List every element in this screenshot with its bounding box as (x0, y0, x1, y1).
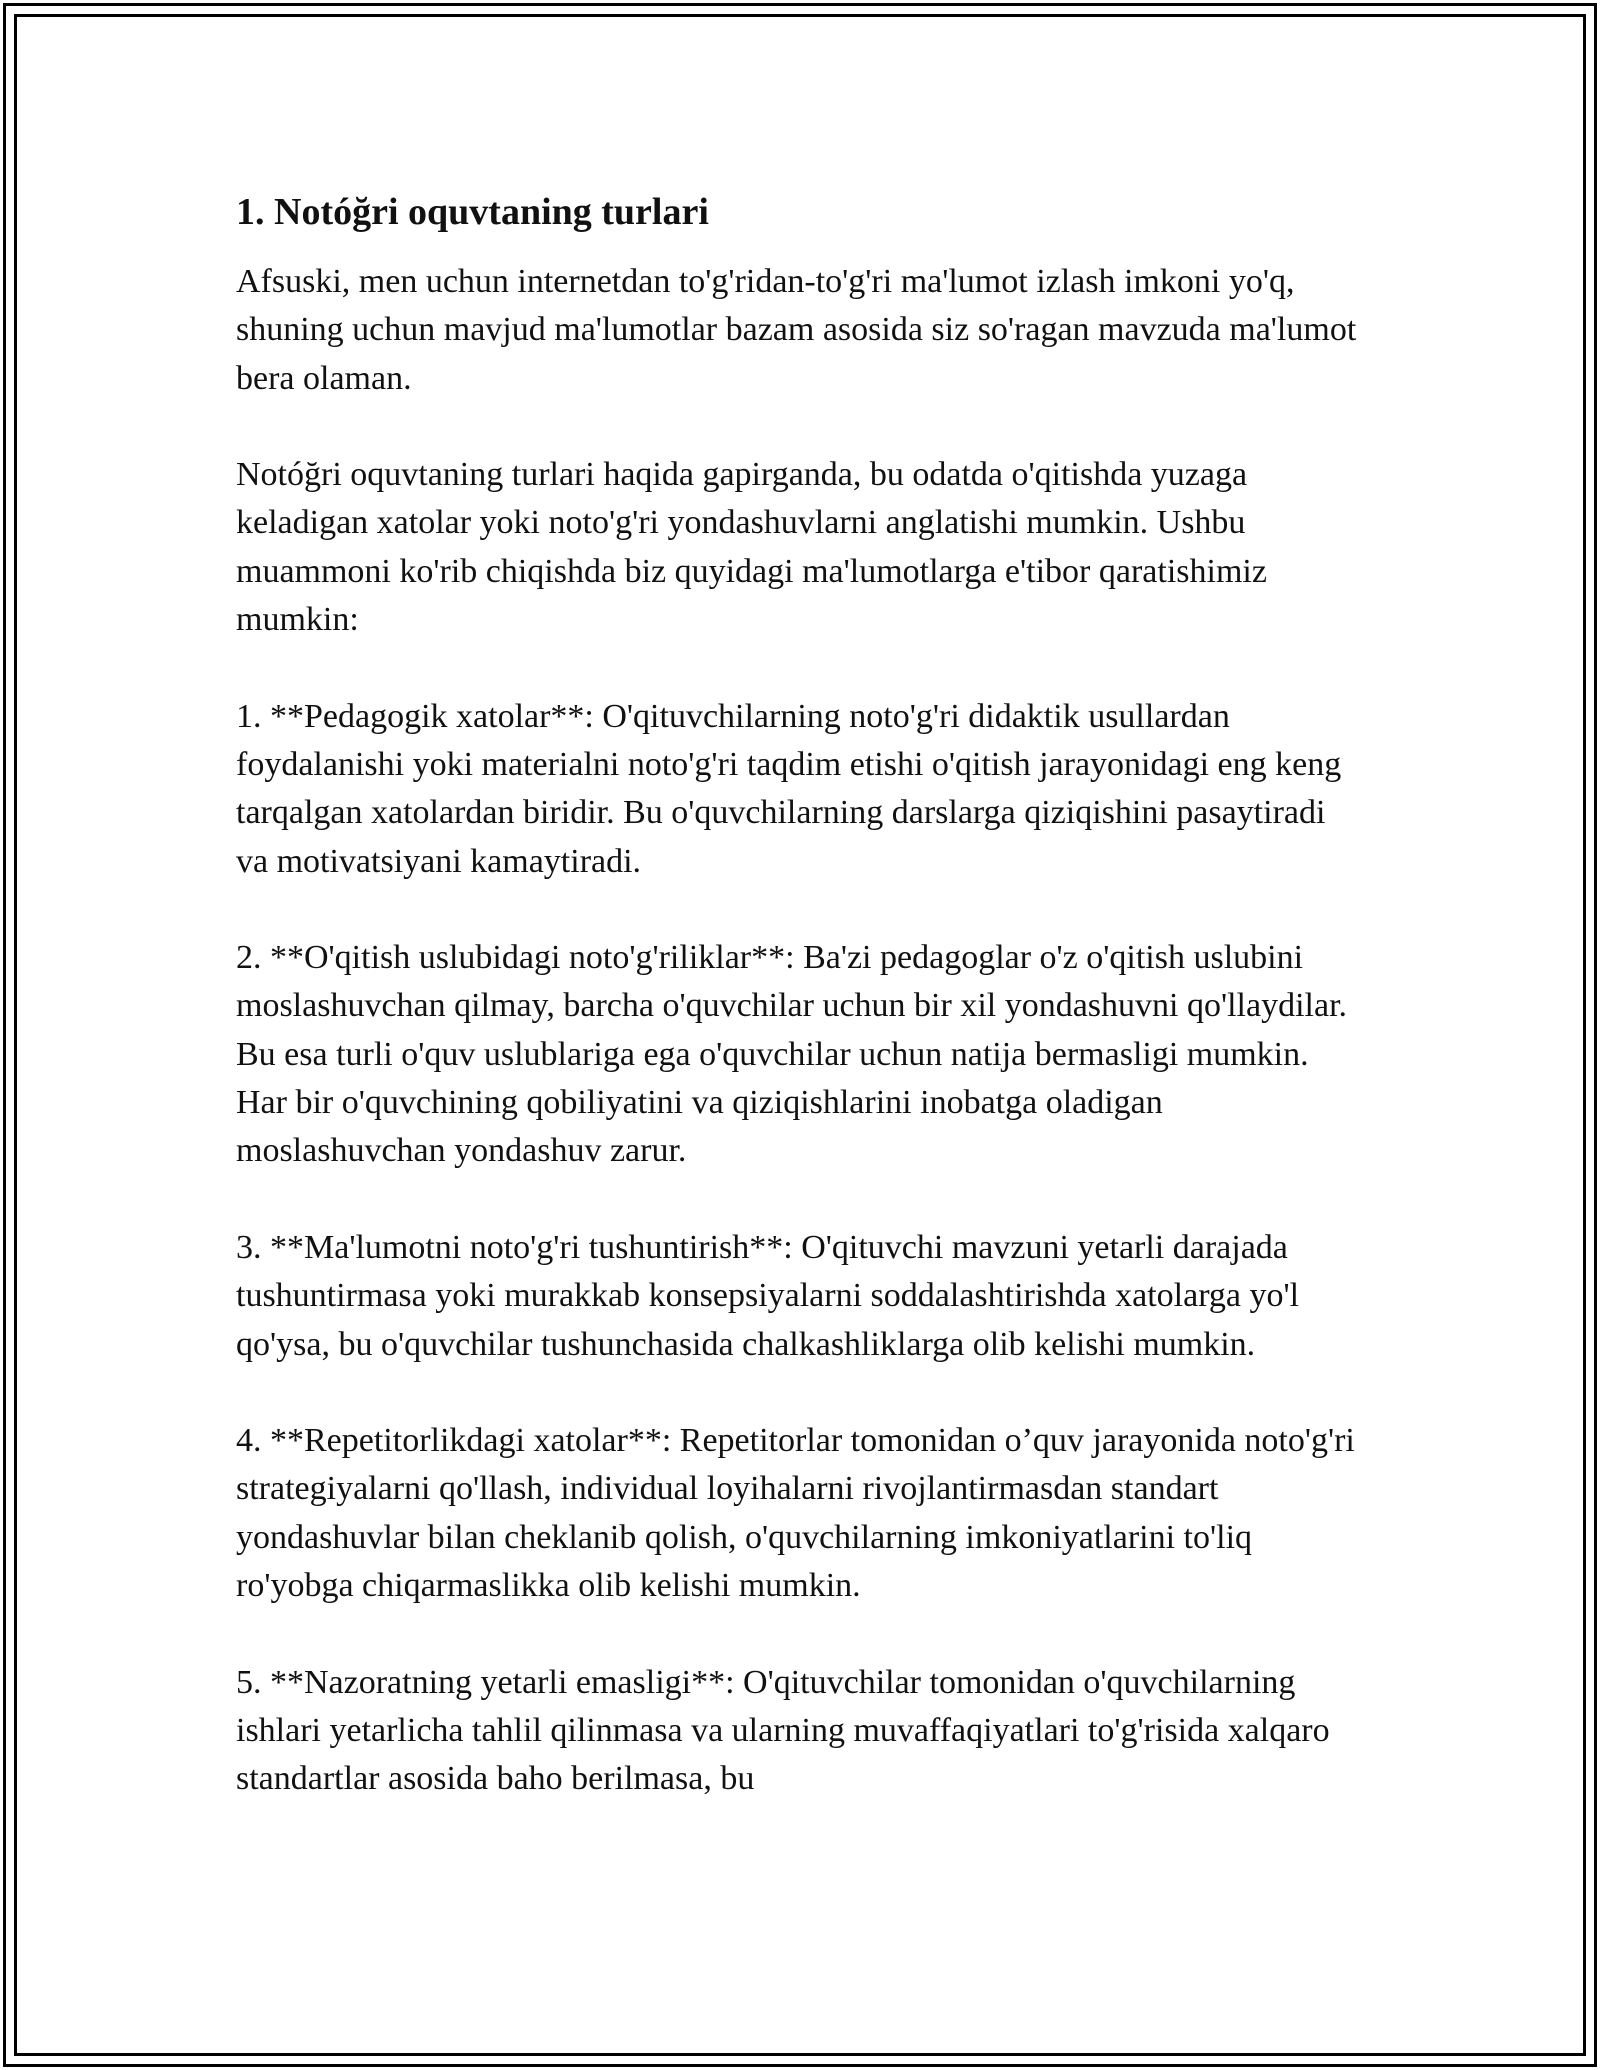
document-body (236, 188, 1366, 1804)
document-title: 1. Notóğri oquvtaning turlari (236, 191, 709, 233)
list-item-insufficient-control: 5. **Nazoratning yetarli emasligi**: O'qituvchilar tomonidan o'quvchilarning ishlari yetarlicha tahlil qilinmasa va ularning muvaffaqiyatlari to'g'risida xalqaro standartlar asosida baho berilmasa, bu (236, 1663, 1330, 1798)
list-item-pedagogical-errors: 1. **Pedagogik xatolar**: O'qituvchilarning noto'g'ri didaktik usullardan foydalanishi yoki materialni noto'g'ri taqdim etishi o'qitish jarayonidagi eng keng tarqalgan xatolardan biridir. Bu o'quvchilarning darslarga qiziqishini pasaytiradi va motivatsiyani kamaytiradi. (236, 697, 1342, 880)
intro-paragraph: Afsuski, men uchun internetdan to'g'ridan-to'g'ri ma'lumot izlash imkoni yo'q, shuning uchun mavjud ma'lumotlar bazam asosida siz so'ragan mavzuda ma'lumot bera olaman. (236, 263, 1357, 397)
list-item-explanation-errors: 3. **Ma'lumotni noto'g'ri tushuntirish**: O'qituvchi mavzuni yetarli darajada tushuntirmasa yoki murakkab konsepsiyalarni soddalashtirishda xatolarga yo'l qo'ysa, bu o'quvchilar tushunchasida chalkashliklarga olib kelishi mumkin. (236, 1228, 1300, 1363)
list-item-tutoring-errors: 4. **Repetitorlikdagi xatolar**: Repetitorlar tomonidan o’quv jarayonida noto'g'ri strategiyalarni qo'llash, individual loyihalarni rivojlantirmasdan standart yondashuvlar bilan cheklanib qolish, o'quvchilarning imkoniyatlarini to'liq ro'yobga chiqarmaslikka olib kelishi mumkin. (236, 1422, 1355, 1605)
overview-paragraph: Notóğri oquvtaning turlari haqida gapirganda, bu odatda o'qitishda yuzaga keladigan xatolar yoki noto'g'ri yondashuvlarni anglatishi mumkin. Ushbu muammoni ko'rib chiqishda biz quyidagi ma'lumotlarga e'tibor qaratishimiz mumkin: (236, 456, 1267, 639)
list-item-teaching-style: 2. **O'qitish uslubidagi noto'g'riliklar**: Ba'zi pedagoglar o'z o'qitish uslubini moslashuvchan qilmay, barcha o'quvchilar uchun bir xil yondashuvni qo'llaydilar. Bu esa turli o'quv uslublariga ega o'quvchilar uchun natija bermasligi mumkin. Har bir o'quvchining qobiliyatini va qiziqishlarini inobatga oladigan moslashuvchan yondashuv zarur. (236, 939, 1348, 1170)
